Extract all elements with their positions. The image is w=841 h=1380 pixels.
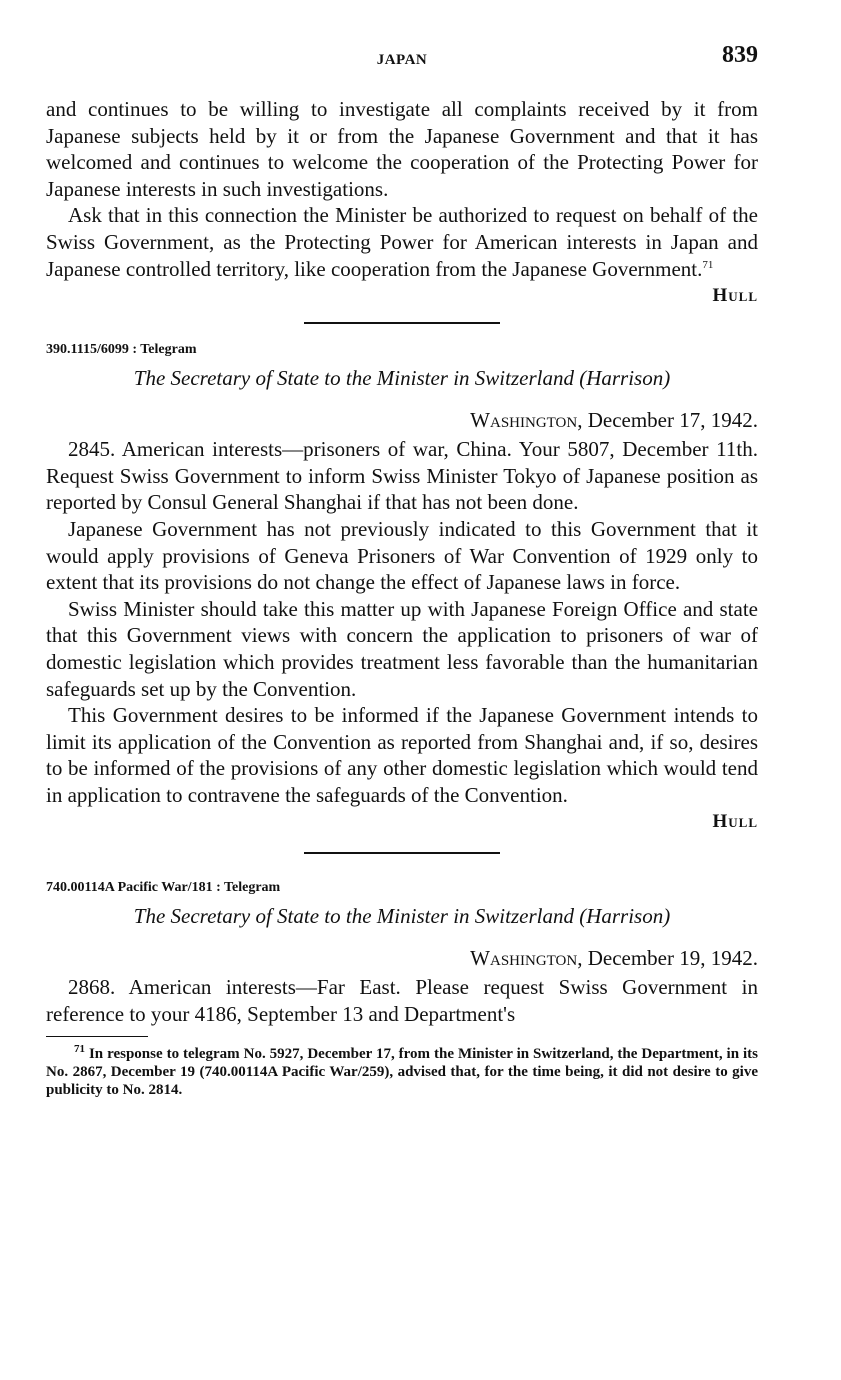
section-divider (304, 322, 500, 324)
paragraph-swiss-minister: Swiss Minister should take this matter up with Japanese Foreign Office and state that this Government views with concern the application to prisoners of war of domestic legislation which provides treatment less favorable than the humanitarian safeguards set up by the Convention. (46, 596, 758, 701)
paragraph-2845: 2845. American interests—prisoners of war, China. Your 5807, December 11th. Request Swiss Government to inform Swiss Minister Tokyo of Japanese position as reported by Consul General Shanghai if that has not been done. (46, 437, 758, 515)
file-reference: 740.00114A Pacific War/181 : Telegram (46, 880, 281, 896)
document-page (46, 40, 758, 1360)
footnote-marker: 71 (702, 258, 714, 271)
paragraph-government-desires: This Government desires to be informed if the Japanese Government intends to limit its application of the Convention as reported from Shanghai and, if so, desires to be informed of the provisions of any other domestic legislation which would tend in application to contravene the safeguards of the Convention. (46, 703, 758, 807)
section-continuation (46, 96, 758, 308)
dateline-place: Washington (470, 408, 578, 433)
signature-hull: Hull (712, 285, 758, 307)
dateline-date: , December 17, 1942. (577, 408, 758, 433)
paragraph-text: and continues to be willing to investigate all complaints received by it from Japanese subjects held by it or from the Japanese Government and that it has welcomed and continues to welcome the cooperation of the Protecting Power for Japanese interests in such investigations. (46, 97, 758, 201)
file-reference: 390.1115/6099 : Telegram (46, 342, 197, 358)
paragraph-2868: 2868. American interests—Far East. Please request Swiss Government in reference to your 4186, September 13 and Department's (46, 975, 758, 1027)
footnote-marker: 71 (74, 1042, 85, 1055)
dateline-date: , December 19, 1942. (577, 946, 758, 971)
page-number: 839 (722, 42, 758, 68)
footnote-text: In response to telegram No. 5927, December 17, from the Minister in Switzerland, the Department, in its No. 2867, December 19 (740.00114A Pacific War/259), advised that, for the time being, it did not desire to give publicity to No. 2814. (46, 1045, 758, 1098)
signature-hull: Hull (712, 811, 758, 833)
paragraph-geneva: Japanese Government has not previously indicated to this Government that it would apply provisions of Geneva Prisoners of War Convention of 1929 only to extent that its provisions do not change the effect of Japanese laws in force. (46, 516, 758, 595)
paragraph-continuation (46, 96, 758, 202)
footnote (46, 1042, 758, 1099)
footnote-divider (46, 1036, 148, 1037)
document-title: The Secretary of State to the Minister in Switzerland (Harrison) (133, 366, 671, 391)
document-title: The Secretary of State to the Minister in Switzerland (Harrison) (133, 904, 671, 929)
document-section-740 (46, 878, 758, 1027)
paragraph-text: Ask that in this connection the Minister be authorized to request on behalf of the Swiss Government, as the Protecting Power for American interests in Japan and Japanese controlled territory, like cooperation from the Japanese Government. (46, 203, 758, 281)
running-head (46, 40, 758, 76)
running-title: JAPAN (376, 52, 428, 68)
document-section-390 (46, 340, 758, 834)
section-divider (304, 852, 500, 854)
dateline (46, 406, 758, 434)
dateline (46, 944, 758, 972)
paragraph-request (46, 202, 758, 282)
dateline-place: Washington (470, 946, 578, 971)
